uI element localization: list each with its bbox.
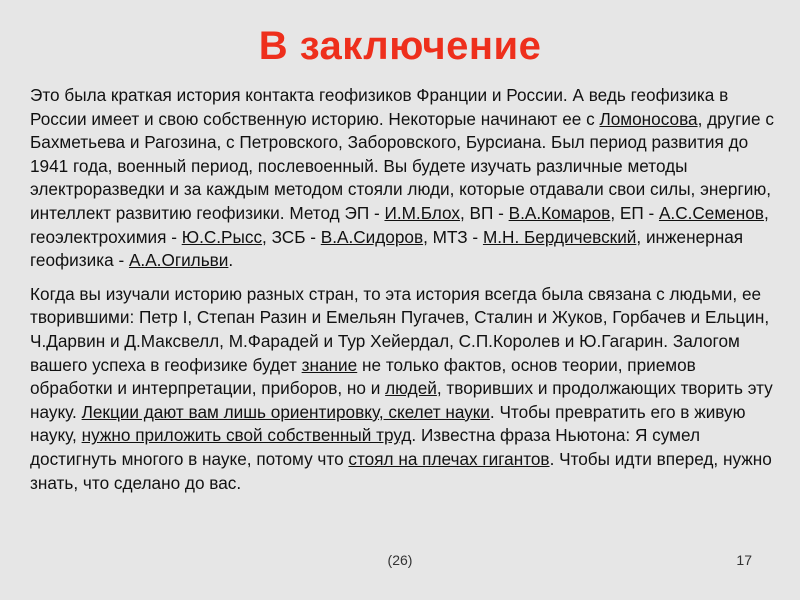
text-run: , ЕП - [610, 202, 659, 223]
text-run: , ВП - [459, 202, 509, 223]
link-ryss[interactable]: Ю.С.Рысс [181, 226, 263, 247]
link-znanie[interactable]: знание [301, 354, 358, 375]
paragraph-1 [30, 84, 775, 273]
text-run: . Чтобы превратить его в живую науку, [30, 401, 746, 446]
text-run: . Известна фраза Ньютона: Я сумел достигнуть многого в науке, потому что [30, 425, 700, 469]
link-blokh[interactable]: И.М.Блох [384, 202, 460, 223]
paragraph-2 [30, 283, 775, 495]
text-run: , инженерная геофизика - [30, 226, 744, 271]
text-run: Когда вы изучали историю разных стран, то эта история всегда была связана с людьми, ее творившими: Петр I, Степан Разин и Емельян Пугачев, Сталин и Жуков, Горбачев и Ельцин, Ч.Дарвин и Д.Максвелл, М.Фарадей и Тур Хейердал, С.П.Королев и Ю.Гагарин. Залогом вашего успеха в геофизике будет [30, 283, 770, 375]
text-run: , творивших и продолжающих творить эту науку. [30, 378, 773, 422]
footer-reference: (26) [387, 552, 413, 568]
text-run: не только фактов, основ теории, приемов обработки и интерпретации, приборов, но и [30, 354, 696, 399]
link-lyudey[interactable]: людей [385, 378, 437, 399]
slide-title: В заключение [258, 24, 542, 68]
link-sidorov[interactable]: В.А.Сидоров [320, 226, 424, 247]
link-lomonosov[interactable]: Ломоносова [599, 108, 698, 129]
link-own-work[interactable]: нужно приложить свой собственный труд [81, 425, 412, 446]
text-run: , МТЗ - [423, 226, 483, 247]
link-berdichevsky[interactable]: М.Н. Бердичевский [482, 226, 637, 247]
text-run: Это была краткая история контакта геофизиков Франции и России. А ведь геофизика в России имеет и свою собственную историю. Некоторые начинают ее с [30, 85, 729, 129]
link-komarov[interactable]: В.А.Комаров [508, 202, 611, 223]
text-run: , другие с Бахметьева и Рагозина, с Петровского, Заборовского, Бурсиана. Был период развития до 1941 года, военный период, послевоенный. Вы будете изучать различные методы электроразведки и за каждым методом стояли люди, которые отдавали свои силы, энергию, интеллект развитию геофизики. Метод ЭП - [30, 108, 774, 223]
link-giants[interactable]: стоял на плечах гигантов [348, 448, 550, 469]
link-lectures[interactable]: Лекции дают вам лишь ориентировку, скелет науки [81, 401, 490, 422]
text-run: . Чтобы идти вперед, нужно знать, что сделано до вас. [30, 448, 772, 493]
text-run: , геоэлектрохимия - [30, 202, 769, 247]
page-number: 17 [736, 552, 752, 568]
link-semenov[interactable]: А.С.Семенов [658, 202, 764, 223]
text-run: , ЗСБ - [262, 226, 321, 247]
link-ogilvi[interactable]: А.А.Огильви [128, 250, 229, 271]
slide-body [30, 84, 775, 505]
text-run: . [228, 250, 234, 271]
